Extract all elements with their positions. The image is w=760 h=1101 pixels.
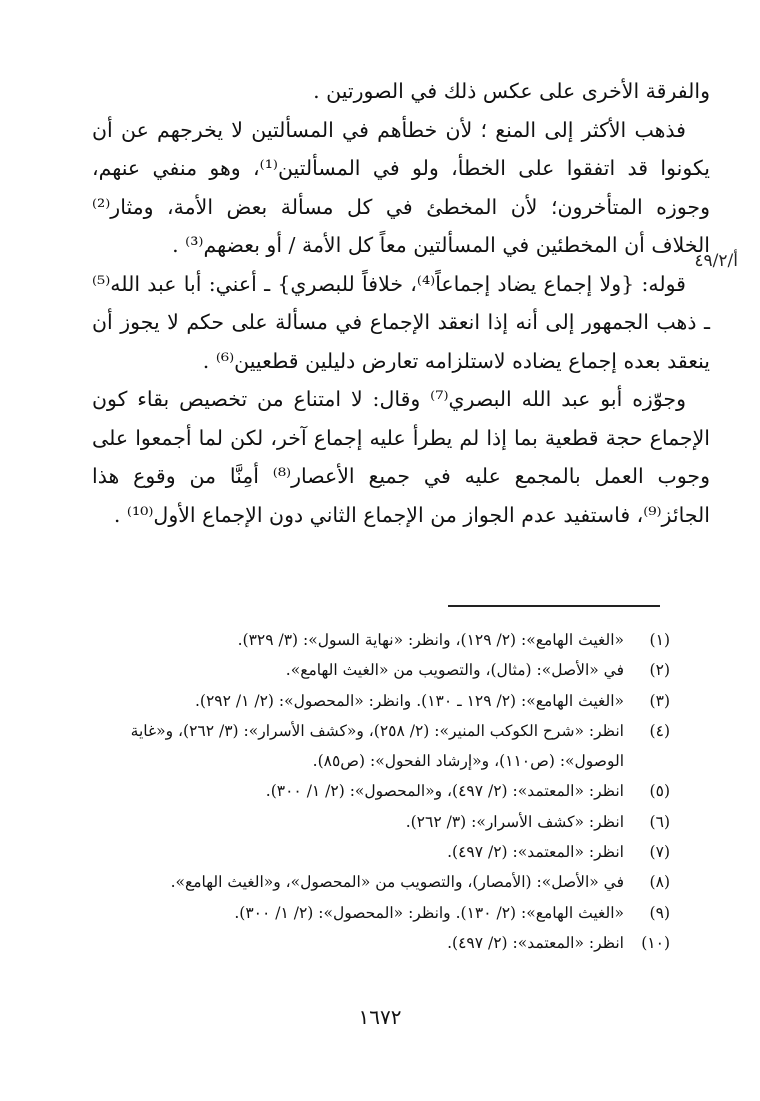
footnote-text: انظر: «كشف الأسرار»: (٣/ ٢٦٢). (405, 812, 624, 831)
footnote-divider (448, 605, 660, 607)
footnote-item (92, 625, 670, 655)
footnote-item (92, 928, 670, 958)
paragraph: فذهب الأكثر إلى المنع ؛ لأن خطأهم في المسألتين لا يخرجهم عن أن يكونوا قد اتفقوا على الخطأ، ولو في المسألتين⁽¹⁾، وهو منفي عنهم، وجوزه المتأخرون؛ لأن المخطئ في كل مسألة بعض الأمة، ومثار⁽²⁾ الخلاف أن المخطئين في المسألتين معاً كل الأمة / أو بعضهم⁽³⁾ . (92, 117, 710, 257)
footnote-number: (٢) (649, 661, 670, 680)
footnote-text: «الغيث الهامع»: (٢/ ١٣٠). وانظر: «المحصول»: (٢/ ١/ ٣٠٠). (234, 903, 624, 922)
footnote-item (92, 867, 670, 897)
footnote-number: (٣) (649, 691, 670, 710)
footnote-text: انظر: «شرح الكوكب المنير»: (٢/ ٢٥٨)، و«كشف الأسرار»: (٣/ ٢٦٢)، و«غاية الوصول»: (ص١١٠)، و«إرشاد الفحول»: (ص٨٥). (130, 721, 624, 771)
footnote-text: انظر: «المعتمد»: (٢/ ٤٩٧). (447, 843, 624, 862)
footnote-text: «الغيث الهامع»: (٢/ ١٢٩ ـ ١٣٠). وانظر: «المحصول»: (٢/ ١/ ٢٩٢). (194, 691, 624, 710)
footnote-item (92, 807, 670, 837)
footnote-item (92, 898, 670, 928)
footnote-number: (٦) (649, 812, 670, 831)
footnote-text: في «الأصل»: (الأمصار)، والتصويب من «المحصول»، و«الغيث الهامع». (170, 873, 624, 892)
footnote-number: (٩) (649, 903, 670, 922)
paragraph: والفرقة الأخرى على عكس ذلك في الصورتين . (313, 79, 710, 103)
footnote-number: (٧) (649, 843, 670, 862)
paragraph: قوله: {ولا إجماع يضاد إجماعاً⁽⁴⁾، خلافاً للبصري} ـ أعني: أبا عبد الله⁽⁵⁾ ـ ذهب الجمهور إلى أنه إذا انعقد الإجماع في مسألة على حكم لا يجوز أن ينعقد بعده إجماع يضاده لاستلزامه تعارض دليلين قطعيين⁽⁶⁾ . (92, 271, 710, 373)
footnote-number: (٨) (649, 873, 670, 892)
footnote-number: (١٠) (641, 933, 670, 952)
footnote-item (92, 686, 670, 716)
footnote-number: (٤) (649, 721, 670, 740)
footnote-number: (١) (649, 631, 670, 649)
main-text-body (92, 72, 710, 534)
footnote-text: في «الأصل»: (مثال)، والتصويب من «الغيث الهامع». (285, 661, 624, 680)
footnotes-section (92, 625, 670, 958)
footnote-text: انظر: «المعتمد»: (٢/ ٤٩٧)، و«المحصول»: (٢/ ١/ ٣٠٠). (265, 782, 624, 801)
footnote-item (92, 837, 670, 867)
footnote-text: «الغيث الهامع»: (٢/ ١٢٩)، وانظر: «نهاية السول»: (٣/ ٣٢٩). (237, 631, 624, 649)
manuscript-folio-note: أ/٤٩/٢ (694, 251, 738, 271)
footnote-text: انظر: «المعتمد»: (٢/ ٤٩٧). (447, 933, 624, 952)
footnote-item (92, 655, 670, 685)
footnote-item (92, 776, 670, 806)
page-number: ١٦٧٢ (358, 1005, 402, 1029)
footnote-item (92, 716, 670, 777)
paragraph: وجوّزه أبو عبد الله البصري⁽⁷⁾ وقال: لا امتناع من تخصيص بقاء كون الإجماع حجة قطعية بما إذا لم يطرأ عليه إجماع آخر، لكن لما أجمعوا على وجوب العمل بالمجمع عليه في جميع الأعصار⁽⁸⁾ أمِنَّا من وقوع هذا الجائز⁽⁹⁾، فاستفيد عدم الجواز من الإجماع الثاني دون الإجماع الأول⁽¹⁰⁾ . (92, 387, 710, 527)
footnote-number: (٥) (649, 782, 670, 801)
